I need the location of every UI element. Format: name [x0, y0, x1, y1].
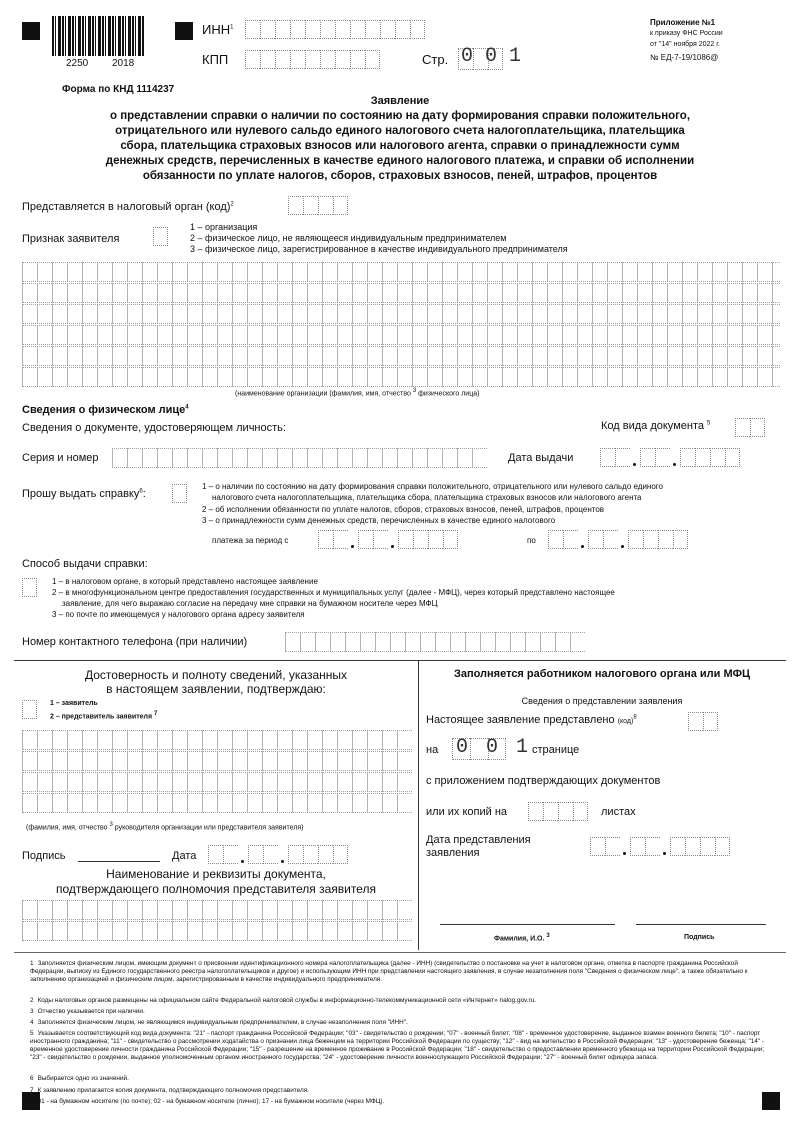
tax-authority-field[interactable] — [288, 196, 348, 215]
footnote-divider — [14, 952, 786, 953]
appendix-line-2: к приказу ФНС России — [650, 30, 723, 37]
officer-fio-label: Фамилия, И.О. $^3$ — [494, 933, 550, 943]
signature-label: Подпись — [22, 850, 66, 862]
footnote-2: 2 Коды налоговых органов размещены на официальном сайте Федеральной налоговой службы в информационно-телекоммуникационной сети «Интернет» nalog.gov.ru. — [30, 997, 537, 1004]
request-option-1a: 1 – о наличии по состоянию на дату формирования справки положительного, отрицательного или нулевого сальдо единого — [202, 482, 663, 491]
title-line-3: сбора, плательщика страховых взносов или налогового агента, справки о принадлежности сумм — [120, 140, 680, 152]
kpp-label: КПП — [202, 52, 229, 67]
form-code: Форма по КНД 1114237 — [62, 84, 175, 95]
confirm-date-label: Дата — [172, 850, 197, 862]
doc-type-field[interactable] — [735, 418, 765, 437]
period-from-label: платежа за период с — [212, 536, 289, 545]
delivery-method-label: Способ выдачи справки: — [22, 558, 148, 570]
officer-fio-line[interactable] — [440, 924, 615, 925]
series-number-field[interactable] — [112, 448, 487, 468]
confirm-option-1: 1 – заявитель — [50, 700, 98, 707]
confirm-date-field[interactable] — [208, 845, 348, 864]
period-to-separator-2 — [621, 545, 624, 548]
officer-sign-line[interactable] — [636, 924, 766, 925]
footnote-4: 4 Заполняется физическим лицом, не являющимся индивидуальным предпринимателем, в случае незаполнения поля "ИНН". — [30, 1019, 408, 1026]
barcode — [52, 16, 144, 56]
page-value: 0 0 1 — [461, 45, 522, 68]
id-document-label: Сведения о документе, удостоверяющем личность: — [22, 422, 286, 434]
submission-date-separator-1 — [623, 852, 626, 855]
appendix-line-3: от "14" ноября 2022 г. — [650, 41, 720, 48]
sheets-count-field[interactable] — [528, 802, 588, 821]
delivery-option-2a: 2 – в многофункциональном центре предоставления государственных и муниципальных услуг (далее - МФЦ), через который представлено настоящее — [52, 588, 615, 597]
barcode-number-1: 2250 — [66, 58, 89, 69]
appendix-line-4: № ЕД-7-19/1086@ — [650, 53, 719, 62]
footnote-1: 1 Заполняется физическим лицом, имеющим документ о присвоении идентификационного номера налогоплательщика (далее - ИНН) (свидетельство о постановке на учет в налоговом органе, отметка в паспорте гражданина Российской Федерации, выписку из Единого государственного реестра налогоплательщиков и другое) и использующим ИНН при представлении настоящего заявления, в случае незаполнения поля "Сведения о физическом лице", а также обязательно к заполнению организацией и физическим лицом, зарегистрированным в качестве индивидуального предпринимателя. — [30, 960, 748, 983]
submission-date-label-2: заявления — [426, 847, 480, 859]
corner-marker-top-mid — [175, 22, 193, 40]
applicant-sign-field[interactable] — [153, 227, 168, 246]
phone-label: Номер контактного телефона (при наличии) — [22, 636, 248, 648]
period-to-label: по — [527, 536, 536, 545]
delivery-option-2b: заявление, для чего выражаю согласие на передачу мне справки на бумажном носителе через МФЦ — [62, 599, 438, 608]
appendix-line-1: Приложение №1 — [650, 18, 716, 27]
person-heading: Сведения о физическом лице$^4$ — [22, 404, 189, 416]
period-from-separator-2 — [391, 545, 394, 548]
submission-date-separator-2 — [663, 852, 666, 855]
request-type-field[interactable] — [172, 484, 187, 503]
title-line-4: денежных средств, перечисленных в качестве единого налогового платежа, и справки об исполнении — [105, 155, 695, 167]
officer-heading: Заполняется работником налогового органа или МФЦ — [453, 668, 751, 680]
doc-heading-1: Наименование и реквизиты документа, — [106, 867, 326, 881]
attach-label: с приложением подтверждающих документов — [426, 775, 661, 787]
footnote-8: 8 01 - на бумажном носителе (по почте); 02 - на бумажном носителе (лично); 17 - на бумажном носителе (через МФЦ). — [30, 1098, 385, 1105]
sign-option-2: 2 – физическое лицо, не являющееся индивидуальным предпринимателем — [190, 233, 507, 243]
confirm-date-separator-1 — [241, 860, 244, 863]
copies-label: или их копий на — [426, 806, 508, 818]
sign-option-3: 3 – физическое лицо, зарегистрированное в качестве индивидуального предпринимателя — [190, 244, 568, 254]
submission-date-field[interactable] — [590, 837, 730, 856]
section-divider — [14, 660, 786, 661]
page-label: Стр. — [422, 52, 449, 67]
issue-date-field[interactable] — [600, 448, 740, 467]
doc-heading-2: подтверждающего полномочия представителя заявителя — [56, 882, 376, 896]
footnote-6: 6 Выбирается одно из значений. — [30, 1075, 129, 1082]
request-option-3: 3 – о принадлежности сумм денежных средств, перечисленных в качестве единого налогового — [202, 516, 556, 525]
tax-authority-label: Представляется в налоговый орган (код)$^2$ — [22, 201, 234, 213]
request-label: Прошу выдать справку$^6$: — [22, 488, 146, 500]
footnote-7: 7 К заявлению прилагается копия документа, подтверждающего полномочия представителя. — [30, 1087, 309, 1094]
sheets-word: листах — [601, 806, 636, 818]
corner-marker-bottom-right — [762, 1092, 780, 1110]
doc-type-label: Код вида документа $^5$ — [601, 420, 711, 432]
submitted-label: Настоящее заявление представлено (код)$^8$ — [426, 714, 637, 726]
officer-sign-label: Подпись — [684, 934, 715, 941]
footnote-5: 5 Указывается соответствующий код вида документа: "21" - паспорт гражданина Российской Федерации; "03" - свидетельство о рождении; "07" - военный билет; "08" - временное удостоверение, выданное взамен военного билета; "10" - паспорт иностранного гражданина; "11" - свидетельство о рассмотрении ходатайства о признании лица беженцем на территории Российской Федерации по существу; "12" - вид на жительство в Российской Федерации; "13" - удостоверение беженца; "14" - временное удостоверение личности гражданина Российской Федерации; "15" - разрешение на временное проживание в Российской Федерации; "18" - свидетельство о предоставлении временного убежища на территории Российской Федерации; "23" - свидетельство о рождении, выданное уполномоченным органом иностранного государства; "24" - удостоверение личности военнослужащего Российской Федерации; "27" - военный билет офицера запаса. — [30, 1030, 765, 1061]
period-from-separator-1 — [351, 545, 354, 548]
delivery-method-field[interactable] — [22, 578, 37, 597]
confirm-heading-1: Достоверность и полноту сведений, указанных — [84, 668, 348, 682]
confirm-heading-2: в настоящем заявлении, подтверждаю: — [106, 682, 326, 696]
inn-label: ИНН$^1$ — [202, 22, 234, 37]
applicant-sign-label: Признак заявителя — [22, 233, 120, 245]
page-word: странице — [532, 744, 580, 756]
request-option-1b: налогового счета налогоплательщика, плательщика сбора, плательщика страховых взносов или налогового агента — [212, 493, 642, 502]
title-line-2: отрицательного или нулевого сальдо единого налогового счета налогоплательщика, плательщика — [115, 125, 685, 137]
confirm-type-field[interactable] — [22, 700, 37, 719]
corner-marker-top-left — [22, 22, 40, 40]
period-to-field[interactable] — [548, 530, 688, 549]
signature-line[interactable] — [78, 861, 160, 862]
phone-field[interactable] — [285, 632, 585, 652]
on-label: на — [426, 744, 439, 756]
confirm-option-2: 2 – представитель заявителя $^7$ — [50, 711, 158, 721]
series-number-label: Серия и номер — [22, 452, 99, 464]
pages-count-value: 0 0 1 — [456, 736, 532, 759]
barcode-number-2: 2018 — [112, 58, 135, 69]
submitted-code-field[interactable] — [688, 712, 718, 731]
delivery-option-3: 3 – по почте по имеющемуся у налогового органа адресу заявителя — [52, 610, 305, 619]
organization-name-caption: (наименование организации (фамилия, имя, отчество $^3$ физического лица) — [235, 388, 480, 398]
request-option-2: 2 – об исполнении обязанности по уплате налогов, сборов, страховых взносов, пеней, штрафов, процентов — [202, 505, 605, 514]
confirm-date-separator-2 — [281, 860, 284, 863]
confirm-name-caption: (фамилия, имя, отчество $^3$ руководителя организации или представителя заявителя) — [26, 822, 304, 832]
issue-date-separator-1 — [633, 463, 636, 466]
submission-date-label-1: Дата представления — [426, 834, 531, 846]
footnote-3: 3 Отчество указывается при наличии. — [30, 1008, 145, 1015]
issue-date-label: Дата выдачи — [508, 452, 574, 464]
issue-date-separator-2 — [673, 463, 676, 466]
title-line-1: о представлении справки о наличии по состоянию на дату формирования справки положительного, — [109, 110, 691, 122]
period-to-separator-1 — [581, 545, 584, 548]
inn-field[interactable] — [245, 20, 425, 39]
title-line-5: обязанности по уплате налогов, сборов, страховых взносов, пеней, штрафов, процентов — [142, 170, 658, 182]
sign-option-1: 1 – организация — [190, 222, 258, 232]
officer-subheading: Сведения о представлении заявления — [521, 696, 683, 706]
kpp-field[interactable] — [245, 50, 380, 69]
delivery-option-1: 1 – в налоговом органе, в который представлено настоящее заявление — [52, 577, 318, 586]
period-from-field[interactable] — [318, 530, 458, 549]
title-heading: Заявление — [370, 95, 430, 107]
